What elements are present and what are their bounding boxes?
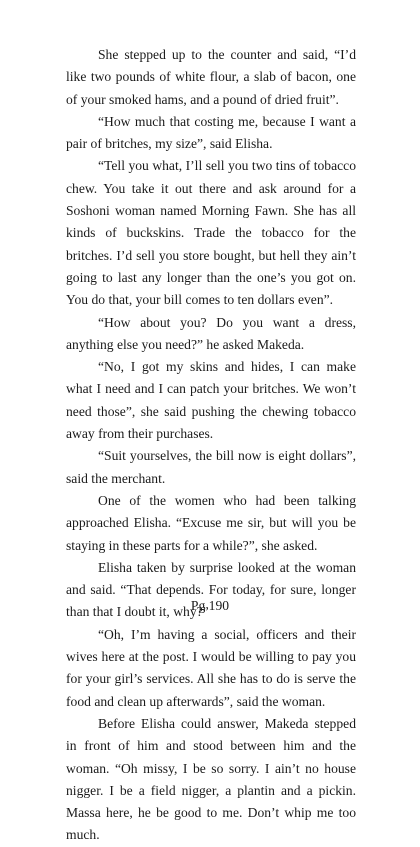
- paragraph: “Oh, I’m having a social, officers and their wives here at the post. I would be willing to pay you for your girl’s services. All she has to do is serve the food and clean up afterwards”, said the woman.: [66, 626, 356, 709]
- paragraph: She stepped up to the counter and said, “I’d like two pounds of white flour, a slab of bacon, one of your smoked hams, and a pound of dried fruit”.: [66, 47, 356, 107]
- paragraph: One of the women who had been talking approached Elisha. “Excuse me sir, but will you be staying in these parts for a while?”, she asked.: [66, 492, 356, 553]
- paragraph: “No, I got my skins and hides, I can make what I need and I can patch your britches. We won’t need those”, she said pushing the chewing tobacco away from their purchases.: [66, 359, 356, 442]
- paragraph: “Suit yourselves, the bill now is eight dollars”, said the merchant.: [66, 448, 356, 486]
- paragraph: Before Elisha could answer, Makeda stepped in front of him and stood between him and the woman. “Oh missy, I be so sorry. I ain’t no house nigger. I be a field nigger, a plantin and a pickin. Massa here, he be good to me. Don’t whip me too much.: [66, 715, 356, 843]
- paragraph: “How about you? Do you want a dress, anything else you need?” he asked Makeda.: [66, 314, 356, 352]
- paragraph: Elisha taken by surprise looked at the woman and said. “That depends. For today, for sure, longer than that I doubt it, why?”: [66, 559, 356, 620]
- paragraph: “How much that costing me, because I want a pair of britches, my size”, said Elisha.: [66, 113, 356, 152]
- page-number: Pg 190: [190, 598, 230, 613]
- body-text: [66, 44, 356, 847]
- paragraph: “Tell you what, I’ll sell you two tins of tobacco chew. You take it out there and ask around for a Soshoni woman named Morning Fawn. She has all kinds of buckskins. Trade the tobacco for the britches. I’d sell you store bought, but hell they ain’t going to last any longer than the one’s you got on. You do that, your bill comes to ten dollars even”.: [66, 158, 356, 308]
